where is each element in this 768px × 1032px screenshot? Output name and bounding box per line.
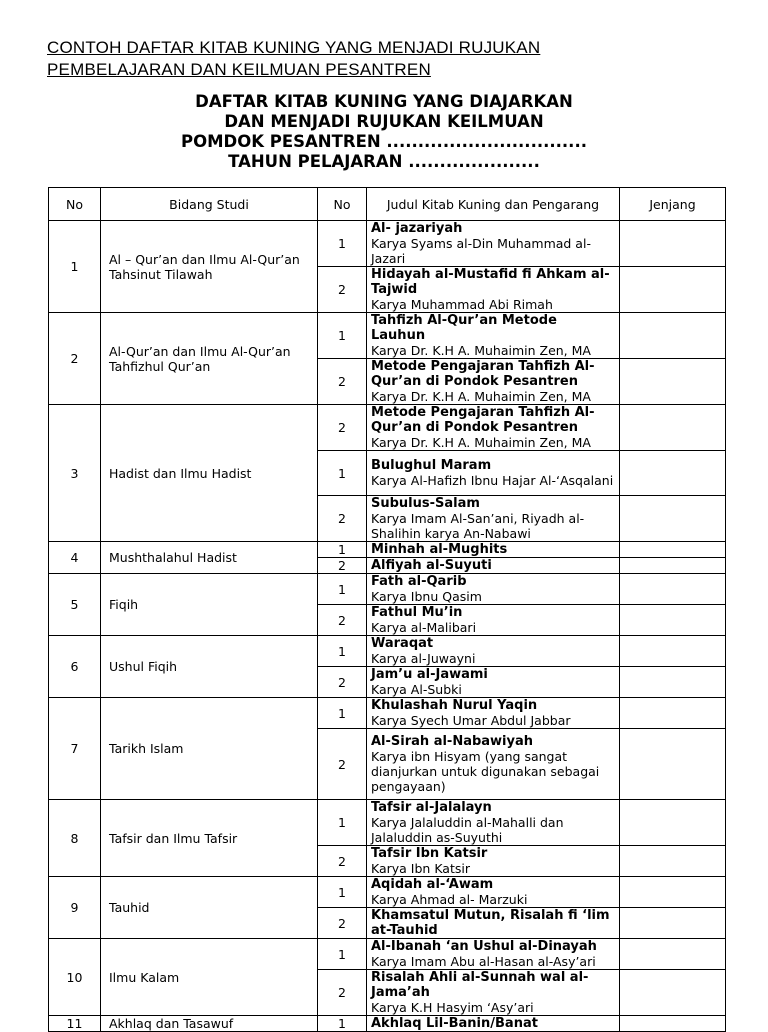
book-author: Karya Dr. K.H A. Muhaimin Zen, MA xyxy=(371,435,591,450)
book-number: 1 xyxy=(318,877,367,908)
level-cell xyxy=(620,359,726,405)
book-title: Risalah Ahli al-Sunnah wal al-Jama’ah xyxy=(371,970,589,1000)
book-title: Tahfizh Al-Qur’an Metode Lauhun xyxy=(371,313,557,343)
subject-name: Tauhid xyxy=(101,877,318,939)
book-cell xyxy=(367,877,620,908)
book-number: 2 xyxy=(318,667,367,698)
level-cell xyxy=(620,405,726,451)
book-number: 1 xyxy=(318,574,367,605)
subject-name: Al – Qur’an dan Ilmu Al-Qur’an Tahsinut Tilawah xyxy=(101,221,318,313)
book-author: Karya Dr. K.H A. Muhaimin Zen, MA xyxy=(371,389,591,404)
header-book-no: No xyxy=(318,188,367,221)
book-author: Karya Ibnu Qasim xyxy=(371,589,482,604)
book-number: 2 xyxy=(318,970,367,1016)
book-title: Al- jazariyah xyxy=(371,221,463,236)
subject-number: 3 xyxy=(49,405,101,542)
book-cell xyxy=(367,451,620,496)
level-cell xyxy=(620,451,726,496)
table-row xyxy=(49,636,726,667)
subject-name: Al-Qur’an dan Ilmu Al-Qur’an Tahfizhul Qur’an xyxy=(101,313,318,405)
book-number: 2 xyxy=(318,605,367,636)
book-title: Al-Sirah al-Nabawiyah xyxy=(371,734,534,749)
book-title: Fath al-Qarib xyxy=(371,574,467,589)
subject-number: 7 xyxy=(49,698,101,800)
level-cell xyxy=(620,698,726,729)
level-cell xyxy=(620,267,726,313)
heading-line-1: CONTOH DAFTAR KITAB KUNING YANG MENJADI RUJUKAN xyxy=(47,38,541,57)
book-number: 2 xyxy=(318,729,367,800)
table-row xyxy=(49,313,726,359)
book-cell xyxy=(367,405,620,451)
book-cell xyxy=(367,558,620,574)
book-author: Karya K.H Hasyim ‘Asy’ari xyxy=(371,1000,534,1015)
level-cell xyxy=(620,558,726,574)
book-author: Karya al-Juwayni xyxy=(371,651,476,666)
table-header-row xyxy=(49,188,726,221)
book-number: 2 xyxy=(318,558,367,574)
book-title: Tafsir al-Jalalayn xyxy=(371,800,492,815)
book-number: 1 xyxy=(318,542,367,558)
book-cell xyxy=(367,846,620,877)
book-cell xyxy=(367,496,620,542)
level-cell xyxy=(620,877,726,908)
book-title: Metode Pengajaran Tahfizh Al-Qur’an di Pondok Pesantren xyxy=(371,359,595,389)
level-cell xyxy=(620,939,726,970)
table-row xyxy=(49,574,726,605)
book-number: 1 xyxy=(318,451,367,496)
subject-number: 8 xyxy=(49,800,101,877)
table-title xyxy=(0,92,768,172)
subject-number: 4 xyxy=(49,542,101,574)
book-cell xyxy=(367,313,620,359)
book-number: 2 xyxy=(318,908,367,939)
book-number: 1 xyxy=(318,800,367,846)
book-number: 2 xyxy=(318,405,367,451)
book-title: Khulashah Nurul Yaqin xyxy=(371,698,538,713)
book-cell xyxy=(367,939,620,970)
table-row xyxy=(49,221,726,267)
book-cell xyxy=(367,221,620,267)
level-cell xyxy=(620,970,726,1016)
level-cell xyxy=(620,908,726,939)
book-cell xyxy=(367,729,620,800)
book-title: Fathul Mu’in xyxy=(371,605,463,620)
book-cell xyxy=(367,970,620,1016)
subject-number: 5 xyxy=(49,574,101,636)
book-cell xyxy=(367,908,620,939)
book-cell xyxy=(367,636,620,667)
book-author: Karya Jalaluddin al-Mahalli dan Jalaluddin as-Suyuthi xyxy=(371,815,564,845)
document-heading xyxy=(47,37,540,81)
book-cell xyxy=(367,359,620,405)
book-author: Karya ibn Hisyam (yang sangat dianjurkan untuk digunakan sebagai pengayaan) xyxy=(371,749,600,794)
book-number: 1 xyxy=(318,698,367,729)
book-title: Akhlaq Lil-Banin/Banat xyxy=(371,1016,538,1031)
book-author: Karya Dr. K.H A. Muhaimin Zen, MA xyxy=(371,343,591,358)
header-level: Jenjang xyxy=(620,188,726,221)
book-number: 1 xyxy=(318,939,367,970)
subject-name: Fiqih xyxy=(101,574,318,636)
book-cell xyxy=(367,800,620,846)
subject-name: Tarikh Islam xyxy=(101,698,318,800)
subject-name: Hadist dan Ilmu Hadist xyxy=(101,405,318,542)
book-title: Minhah al-Mughits xyxy=(371,542,508,557)
book-title: Tafsir Ibn Katsir xyxy=(371,846,488,861)
book-author: Karya Imam Abu al-Hasan al-Asy’ari xyxy=(371,954,596,969)
book-cell xyxy=(367,667,620,698)
book-title: Jam’u al-Jawami xyxy=(371,667,488,682)
level-cell xyxy=(620,496,726,542)
level-cell xyxy=(620,221,726,267)
book-author: Karya Ibn Katsir xyxy=(371,861,470,876)
title-line-4: TAHUN PELAJARAN ..................... xyxy=(228,152,540,171)
header-book: Judul Kitab Kuning dan Pengarang xyxy=(367,188,620,221)
subject-number: 11 xyxy=(49,1016,101,1032)
book-title: Khamsatul Mutun, Risalah fi ‘lim at-Tauhid xyxy=(371,908,610,938)
header-subject: Bidang Studi xyxy=(101,188,318,221)
book-title: Aqidah al-‘Awam xyxy=(371,877,494,892)
subject-number: 10 xyxy=(49,939,101,1016)
book-author: Karya al-Malibari xyxy=(371,620,477,635)
subject-name: Ushul Fiqih xyxy=(101,636,318,698)
table-row xyxy=(49,939,726,970)
title-line-2: DAN MENJADI RUJUKAN KEILMUAN xyxy=(224,112,544,131)
title-line-1: DAFTAR KITAB KUNING YANG DIAJARKAN xyxy=(195,92,573,111)
table-row xyxy=(49,800,726,846)
subject-name: Mushthalahul Hadist xyxy=(101,542,318,574)
level-cell xyxy=(620,542,726,558)
book-number: 1 xyxy=(318,313,367,359)
heading-line-2: PEMBELAJARAN DAN KEILMUAN PESANTREN xyxy=(47,60,431,79)
level-cell xyxy=(620,846,726,877)
book-title: Metode Pengajaran Tahfizh Al-Qur’an di Pondok Pesantren xyxy=(371,405,595,435)
book-author: Karya Al-Subki xyxy=(371,682,462,697)
book-author: Karya Syech Umar Abdul Jabbar xyxy=(371,713,571,728)
book-title: Al-Ibanah ‘an Ushul al-Dinayah xyxy=(371,939,597,954)
book-title: Bulughul Maram xyxy=(371,458,492,473)
kitab-table xyxy=(48,187,726,1032)
book-cell xyxy=(367,698,620,729)
book-author: Karya Imam Al-San’ani, Riyadh al-Shalihin karya An-Nabawi xyxy=(371,511,585,541)
level-cell xyxy=(620,574,726,605)
title-line-3: POMDOK PESANTREN ................................ xyxy=(181,132,587,151)
book-author: Karya Syams al-Din Muhammad al-Jazari xyxy=(371,236,591,266)
subject-name: Akhlaq dan Tasawuf xyxy=(101,1016,318,1032)
book-number: 1 xyxy=(318,221,367,267)
book-title: Waraqat xyxy=(371,636,434,651)
subject-number: 2 xyxy=(49,313,101,405)
book-title: Hidayah al-Mustafid fi Ahkam al-Tajwid xyxy=(371,267,610,297)
book-number: 1 xyxy=(318,636,367,667)
level-cell xyxy=(620,605,726,636)
book-number: 2 xyxy=(318,267,367,313)
table-row xyxy=(49,698,726,729)
subject-name: Tafsir dan Ilmu Tafsir xyxy=(101,800,318,877)
subject-number: 1 xyxy=(49,221,101,313)
table-row xyxy=(49,542,726,558)
book-number: 2 xyxy=(318,846,367,877)
table-row xyxy=(49,405,726,451)
table-body xyxy=(49,221,726,1032)
book-number: 1 xyxy=(318,1016,367,1032)
book-title: Alfiyah al-Suyuti xyxy=(371,558,492,573)
book-cell xyxy=(367,574,620,605)
book-number: 2 xyxy=(318,496,367,542)
book-author: Karya Ahmad al- Marzuki xyxy=(371,892,528,907)
subject-number: 9 xyxy=(49,877,101,939)
subject-number: 6 xyxy=(49,636,101,698)
level-cell xyxy=(620,636,726,667)
book-cell xyxy=(367,542,620,558)
book-author: Karya Muhammad Abi Rimah xyxy=(371,297,553,312)
level-cell xyxy=(620,800,726,846)
subject-name: Ilmu Kalam xyxy=(101,939,318,1016)
level-cell xyxy=(620,667,726,698)
book-cell xyxy=(367,605,620,636)
header-no: No xyxy=(49,188,101,221)
table-row xyxy=(49,877,726,908)
book-author: Karya Al-Hafizh Ibnu Hajar Al-‘Asqalani xyxy=(371,473,614,488)
level-cell xyxy=(620,729,726,800)
book-title: Subulus-Salam xyxy=(371,496,480,511)
book-cell xyxy=(367,267,620,313)
book-number: 2 xyxy=(318,359,367,405)
level-cell xyxy=(620,313,726,359)
